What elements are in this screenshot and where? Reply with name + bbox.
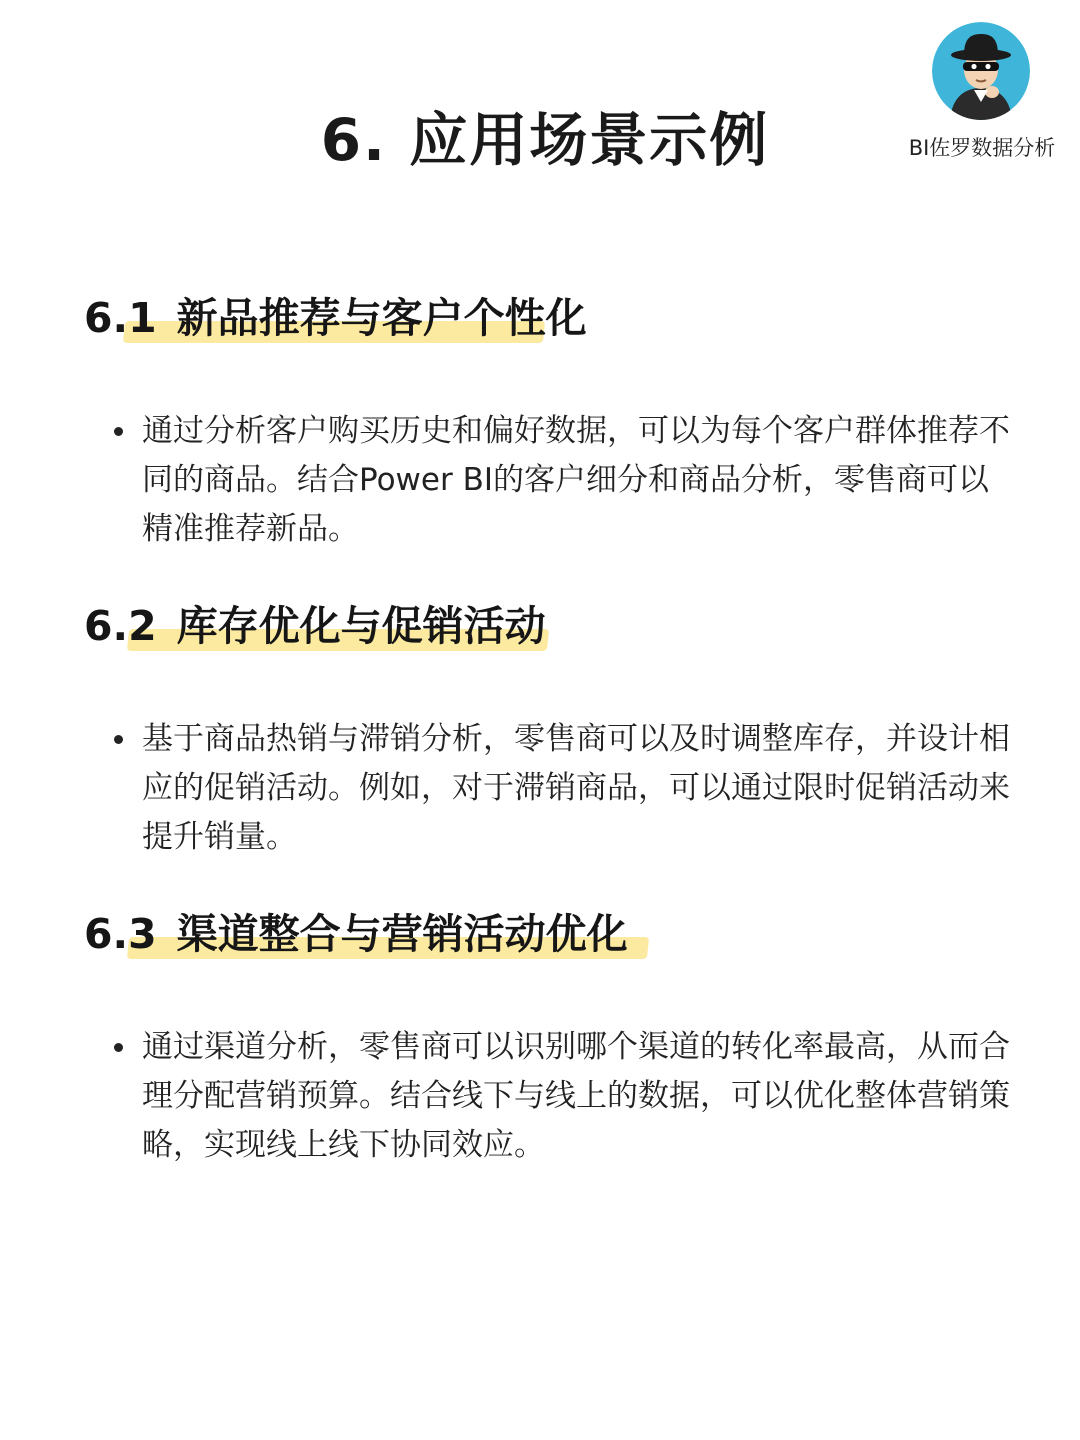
brand-badge — [902, 18, 1062, 168]
bullet-text: 通过分析客户购买历史和偏好数据，可以为每个客户群体推荐不同的商品。结合Power BI的客户细分和商品分析，零售商可以精准推荐新品。 — [142, 413, 1010, 547]
section-heading — [84, 591, 1024, 661]
list-item — [84, 407, 1024, 554]
bullet-text: 基于商品热销与滞销分析，零售商可以及时调整库存，并设计相应的促销活动。例如，对于滞销商品，可以通过限时促销活动来提升销量。 — [142, 721, 1010, 855]
section-new-product-recommendation — [84, 283, 1024, 554]
list-item — [84, 1023, 1024, 1170]
section-channel-marketing — [84, 899, 1024, 1170]
section-heading — [84, 899, 1024, 969]
section-number: 6.3 — [84, 910, 157, 958]
section-title: 库存优化与促销活动 — [176, 602, 546, 650]
bullet-text: 通过渠道分析，零售商可以识别哪个渠道的转化率最高，从而合理分配营销预算。结合线下与线上的数据，可以优化整体营销策略，实现线上线下协同效应。 — [142, 1029, 1010, 1163]
heading-text — [84, 910, 628, 958]
brand-name: BI佐罗数据分析 — [908, 136, 1056, 160]
bullet-dot — [114, 1043, 123, 1052]
bullet-dot — [114, 427, 123, 436]
section-inventory-promotion — [84, 591, 1024, 862]
bullet-dot — [114, 735, 123, 744]
avatar-icon — [932, 22, 1030, 120]
page-title: 6. 应用场景示例 — [320, 106, 770, 174]
heading-text — [84, 294, 587, 342]
section-number: 6.2 — [84, 602, 157, 650]
list-item — [84, 715, 1024, 862]
section-number: 6.1 — [84, 294, 157, 342]
section-title: 新品推荐与客户个性化 — [176, 294, 587, 342]
section-title: 渠道整合与营销活动优化 — [176, 910, 628, 958]
section-heading — [84, 283, 1024, 353]
heading-text — [84, 602, 546, 650]
